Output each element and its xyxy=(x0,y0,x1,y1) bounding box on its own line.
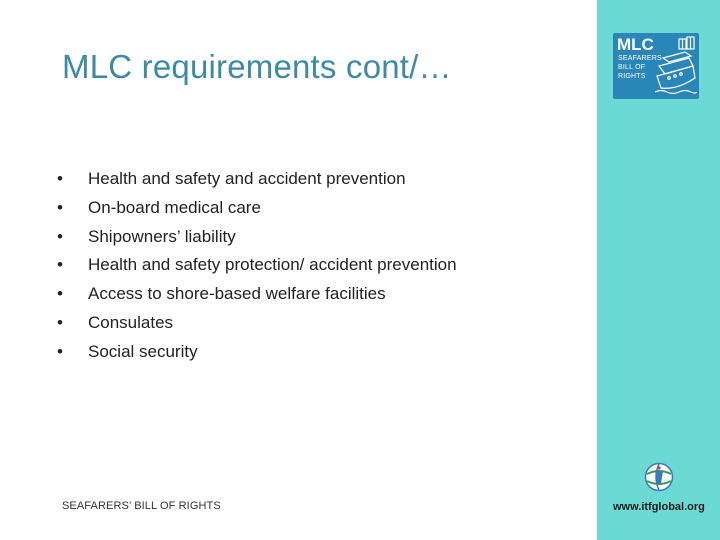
bullet-dot: • xyxy=(57,226,63,246)
sidebar xyxy=(597,0,720,540)
bullet-dot: • xyxy=(57,197,63,217)
website-link[interactable]: www.itfglobal.org xyxy=(613,501,705,513)
bullet-text: Access to shore-based welfare facilities xyxy=(88,284,386,304)
logo-line-2: BILL OF xyxy=(618,64,646,71)
list-item xyxy=(57,309,457,338)
bullet-text: Consulates xyxy=(88,312,174,332)
mlc-logo xyxy=(613,33,699,99)
list-item xyxy=(57,338,457,367)
bullet-text: Health and safety protection/ accident prevention xyxy=(88,255,457,275)
bullet-dot: • xyxy=(57,312,63,332)
logo-line-1: SEAFARERS xyxy=(618,55,662,62)
bullet-text: Shipowners’ liability xyxy=(88,226,236,246)
bullet-text: Social security xyxy=(88,341,198,361)
bullet-text: On-board medical care xyxy=(88,197,261,217)
bullet-list xyxy=(57,165,457,367)
bullet-dot: • xyxy=(57,169,63,188)
logo-title: MLC xyxy=(617,35,654,54)
bullet-dot: • xyxy=(57,255,63,275)
ship-icon xyxy=(655,36,697,96)
slide-title: MLC requirements cont/… xyxy=(62,48,452,85)
list-item xyxy=(57,223,457,252)
bullet-dot: • xyxy=(57,284,63,304)
list-item xyxy=(57,165,457,194)
list-item xyxy=(57,280,457,309)
itf-globe-icon xyxy=(644,462,674,494)
list-item xyxy=(57,251,457,280)
bullet-text: Health and safety and accident prevention xyxy=(88,169,406,188)
footer-caption: SEAFARERS’ BILL OF RIGHTS xyxy=(62,500,221,512)
logo-line-3: RIGHTS xyxy=(618,73,646,80)
bullet-dot: • xyxy=(57,341,63,361)
list-item xyxy=(57,194,457,223)
